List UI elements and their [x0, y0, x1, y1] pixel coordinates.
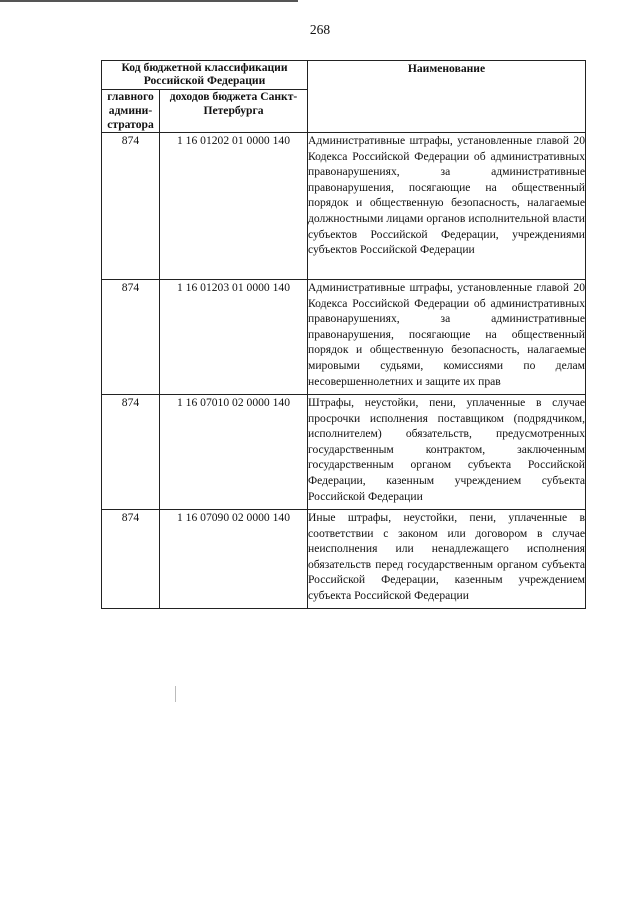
header-main-administrator: главного админи-стратора	[102, 90, 160, 133]
cell-name: Административные штрафы, установленные главой 20 Кодекса Российской Федерации об административных правонарушениях, за административные правонарушения, посягающие на общественный порядок и общественную безопасность, налагаемые мировыми судьями, комиссиями по делам несовершеннолетних и защите их прав	[308, 280, 586, 395]
header-name: Наименование	[308, 61, 586, 133]
cell-revenue-code: 1 16 01202 01 0000 140	[160, 133, 308, 280]
cell-admin-code: 874	[102, 510, 160, 609]
budget-classification-table	[101, 60, 586, 609]
cell-name: Штрафы, неустойки, пени, уплаченные в случае просрочки исполнения поставщиком (подрядчиком, исполнителем) обязательств, предусмотренных государственным контрактом, заключенным государственным органом субъекта Российской Федерации, казенным учреждением субъекта Российской Федерации	[308, 395, 586, 510]
cell-name: Иные штрафы, неустойки, пени, уплаченные в соответствии с законом или договором в случае неисполнения или ненадлежащего исполнения обязательств перед государственным органом субъекта Российской Федерации, казенным учреждением субъекта Российской Федерации	[308, 510, 586, 609]
top-rule	[0, 0, 298, 2]
header-revenue-code: доходов бюджета Санкт-Петербурга	[160, 90, 308, 133]
cell-admin-code: 874	[102, 280, 160, 395]
cell-revenue-code: 1 16 07010 02 0000 140	[160, 395, 308, 510]
cell-revenue-code: 1 16 07090 02 0000 140	[160, 510, 308, 609]
page-number: 268	[309, 22, 331, 37]
table-row	[102, 133, 586, 280]
cell-revenue-code: 1 16 01203 01 0000 140	[160, 280, 308, 395]
cell-admin-code: 874	[102, 395, 160, 510]
scan-artifact	[175, 686, 176, 702]
table-row	[102, 280, 586, 395]
table-row	[102, 395, 586, 510]
header-classification-code: Код бюджетной классификации Российской Федерации	[102, 61, 308, 90]
table-row	[102, 510, 586, 609]
cell-name: Административные штрафы, установленные главой 20 Кодекса Российской Федерации об административных правонарушениях, за административные правонарушения, посягающие на общественный порядок и общественную безопасность, налагаемые должностными лицами органов исполнительной власти субъектов Российской Федерации, учреждениями субъектов Российской Федерации	[308, 133, 586, 280]
cell-admin-code: 874	[102, 133, 160, 280]
